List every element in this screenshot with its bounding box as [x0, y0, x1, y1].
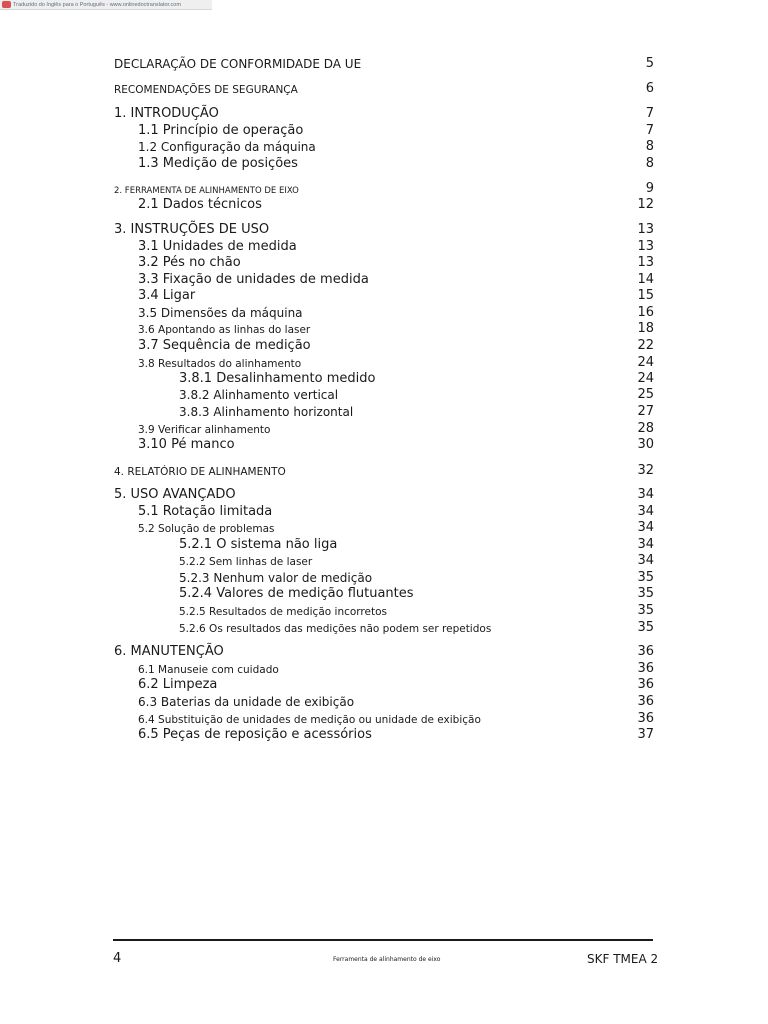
- toc-entry-title: 6.1 Manuseie com cuidado: [138, 663, 279, 676]
- toc-entry-title: 5.2.1 O sistema não liga: [179, 537, 338, 552]
- toc-entry-title: 3.6 Apontando as linhas do laser: [138, 323, 311, 336]
- toc-entry-page: 13: [637, 222, 654, 237]
- toc-entry[interactable]: [0, 354, 768, 370]
- toc-entry-page: 35: [637, 586, 654, 601]
- toc-entry-title: 5.2.3 Nenhum valor de medição: [179, 571, 373, 585]
- toc-entry[interactable]: [0, 726, 768, 742]
- toc-entry[interactable]: [0, 370, 768, 386]
- toc-entry-title: 5.1 Rotação limitada: [138, 504, 273, 519]
- toc-entry-title: 5.2.4 Valores de medição flutuantes: [179, 586, 414, 601]
- toc-entry[interactable]: [0, 569, 768, 585]
- toc-entry-title: 2. FERRAMENTA DE ALINHAMENTO DE EIXO: [114, 185, 299, 196]
- toc-entry[interactable]: [0, 436, 768, 452]
- toc-entry-title: 6.3 Baterias da unidade de exibição: [138, 695, 355, 709]
- toc-entry-page: 34: [637, 553, 654, 568]
- toc-entry-page: 12: [637, 197, 654, 212]
- toc-entry[interactable]: [0, 221, 768, 237]
- toc-entry-page: 7: [645, 123, 654, 138]
- toc-entry-page: 7: [645, 106, 654, 121]
- toc-entry-page: 18: [637, 321, 654, 336]
- toc-entry-title: 3.8 Resultados do alinhamento: [138, 357, 302, 370]
- footer-divider: [113, 939, 653, 941]
- toc-entry-page: 6: [645, 81, 654, 96]
- toc-entry-page: 24: [637, 371, 654, 386]
- toc-entry-title: 5. USO AVANÇADO: [114, 487, 236, 502]
- toc-entry[interactable]: [0, 122, 768, 138]
- toc-entry-page: 28: [637, 421, 654, 436]
- toc-entry[interactable]: [0, 386, 768, 402]
- toc-entry-title: 3.5 Dimensões da máquina: [138, 306, 303, 320]
- toc-entry-page: 34: [637, 520, 654, 535]
- toc-entry-page: 37: [637, 727, 654, 742]
- toc-entry[interactable]: [0, 602, 768, 618]
- toc-entry[interactable]: [0, 105, 768, 121]
- toc-entry-page: 36: [637, 711, 654, 726]
- toc-entry-page: 27: [637, 404, 654, 419]
- banner-text[interactable]: Traduzido do Inglês para o Português - www.onlinedoctranslator.com: [13, 1, 181, 8]
- toc-entry[interactable]: [0, 287, 768, 303]
- toc-entry[interactable]: [0, 403, 768, 419]
- toc-entry-page: 25: [637, 387, 654, 402]
- toc-entry[interactable]: [0, 503, 768, 519]
- toc-entry-title: 1.2 Configuração da máquina: [138, 140, 316, 154]
- toc-entry-title: 3.4 Ligar: [138, 288, 196, 303]
- toc-entry-page: 36: [637, 661, 654, 676]
- toc-entry[interactable]: [0, 196, 768, 212]
- footer-product-name: SKF TMEA 2: [587, 952, 659, 966]
- toc-entry-title: 2.1 Dados técnicos: [138, 197, 262, 212]
- toc-entry-title: 1. INTRODUÇÃO: [114, 106, 219, 121]
- toc-entry[interactable]: [0, 710, 768, 726]
- toc-entry-page: 35: [637, 603, 654, 618]
- toc-entry-title: 5.2.2 Sem linhas de laser: [179, 555, 313, 568]
- toc-entry-title: 3.10 Pé manco: [138, 437, 235, 452]
- toc-entry-title: 3.8.3 Alinhamento horizontal: [179, 405, 354, 419]
- toc-entry-title: 3.7 Sequência de medição: [138, 338, 311, 353]
- toc-entry-title: 5.2.6 Os resultados das medições não podem ser repetidos: [179, 622, 492, 635]
- toc-entry-title: 5.2.5 Resultados de medição incorretos: [179, 605, 387, 618]
- translator-icon: [2, 1, 11, 8]
- toc-entry-title: 1.3 Medição de posições: [138, 156, 298, 171]
- toc-entry[interactable]: [0, 80, 768, 96]
- toc-entry-page: 30: [637, 437, 654, 452]
- toc-entry-page: 22: [637, 338, 654, 353]
- toc-entry-title: 6. MANUTENÇÃO: [114, 644, 224, 659]
- toc-entry[interactable]: [0, 643, 768, 659]
- toc-entry-page: 34: [637, 537, 654, 552]
- toc-entry[interactable]: [0, 660, 768, 676]
- toc-entry-title: 6.4 Substituição de unidades de medição ou unidade de exibição: [138, 713, 481, 726]
- toc-entry-title: 3. INSTRUÇÕES DE USO: [114, 222, 270, 237]
- toc-entry[interactable]: [0, 693, 768, 709]
- toc-entry[interactable]: [0, 337, 768, 353]
- toc-entry[interactable]: [0, 238, 768, 254]
- toc-entry[interactable]: [0, 155, 768, 171]
- toc-entry-page: 9: [645, 181, 654, 196]
- toc-entry-page: 16: [637, 305, 654, 320]
- toc-entry-title: 3.8.2 Alinhamento vertical: [179, 388, 339, 402]
- footer-document-title: Ferramenta de alinhamento de eixo: [333, 956, 441, 963]
- toc-entry[interactable]: [0, 320, 768, 336]
- toc-entry-page: 32: [637, 463, 654, 478]
- toc-entry-title: 6.5 Peças de reposição e acessórios: [138, 727, 372, 742]
- toc-entry-page: 34: [637, 487, 654, 502]
- toc-entry[interactable]: [0, 486, 768, 502]
- toc-entry-page: 24: [637, 355, 654, 370]
- toc-entry[interactable]: [0, 552, 768, 568]
- toc-entry[interactable]: [0, 254, 768, 270]
- toc-entry-title: 3.8.1 Desalinhamento medido: [179, 371, 376, 386]
- toc-entry[interactable]: [0, 180, 768, 196]
- toc-entry-title: 3.2 Pés no chão: [138, 255, 241, 270]
- toc-entry[interactable]: [0, 536, 768, 552]
- toc-entry[interactable]: [0, 271, 768, 287]
- toc-entry-page: 8: [645, 139, 654, 154]
- toc-entry-title: 6.2 Limpeza: [138, 677, 218, 692]
- toc-entry-page: 13: [637, 239, 654, 254]
- toc-entry[interactable]: [0, 304, 768, 320]
- toc-entry-title: 5.2 Solução de problemas: [138, 522, 275, 535]
- toc-entry[interactable]: [0, 462, 768, 478]
- toc-entry-page: 15: [637, 288, 654, 303]
- toc-entry-page: 35: [637, 570, 654, 585]
- toc-entry-page: 36: [637, 694, 654, 709]
- toc-entry-page: 5: [645, 56, 654, 71]
- toc-entry-title: 3.1 Unidades de medida: [138, 239, 297, 254]
- toc-entry-page: 8: [645, 156, 654, 171]
- toc-entry-title: 4. RELATÓRIO DE ALINHAMENTO: [114, 465, 286, 478]
- toc-entry-title: 1.1 Princípio de operação: [138, 123, 304, 138]
- toc-entry-title: RECOMENDAÇÕES DE SEGURANÇA: [114, 83, 298, 96]
- toc-entry[interactable]: [0, 585, 768, 601]
- toc-entry-page: 36: [637, 677, 654, 692]
- toc-entry-page: 36: [637, 644, 654, 659]
- toc-entry[interactable]: [0, 138, 768, 154]
- toc-entry[interactable]: [0, 55, 768, 71]
- toc-entry-page: 14: [637, 272, 654, 287]
- toc-entry[interactable]: [0, 420, 768, 436]
- footer-page-number: 4: [113, 951, 122, 966]
- toc-entry[interactable]: [0, 519, 768, 535]
- toc-entry-page: 34: [637, 504, 654, 519]
- toc-entry-page: 13: [637, 255, 654, 270]
- toc-entry[interactable]: [0, 619, 768, 635]
- translation-banner[interactable]: [0, 0, 212, 10]
- toc-entry-page: 35: [637, 620, 654, 635]
- toc-entry-title: DECLARAÇÃO DE CONFORMIDADE DA UE: [114, 57, 362, 71]
- toc-entry-title: 3.3 Fixação de unidades de medida: [138, 272, 369, 287]
- toc-entry-title: 3.9 Verificar alinhamento: [138, 423, 271, 436]
- toc-entry[interactable]: [0, 676, 768, 692]
